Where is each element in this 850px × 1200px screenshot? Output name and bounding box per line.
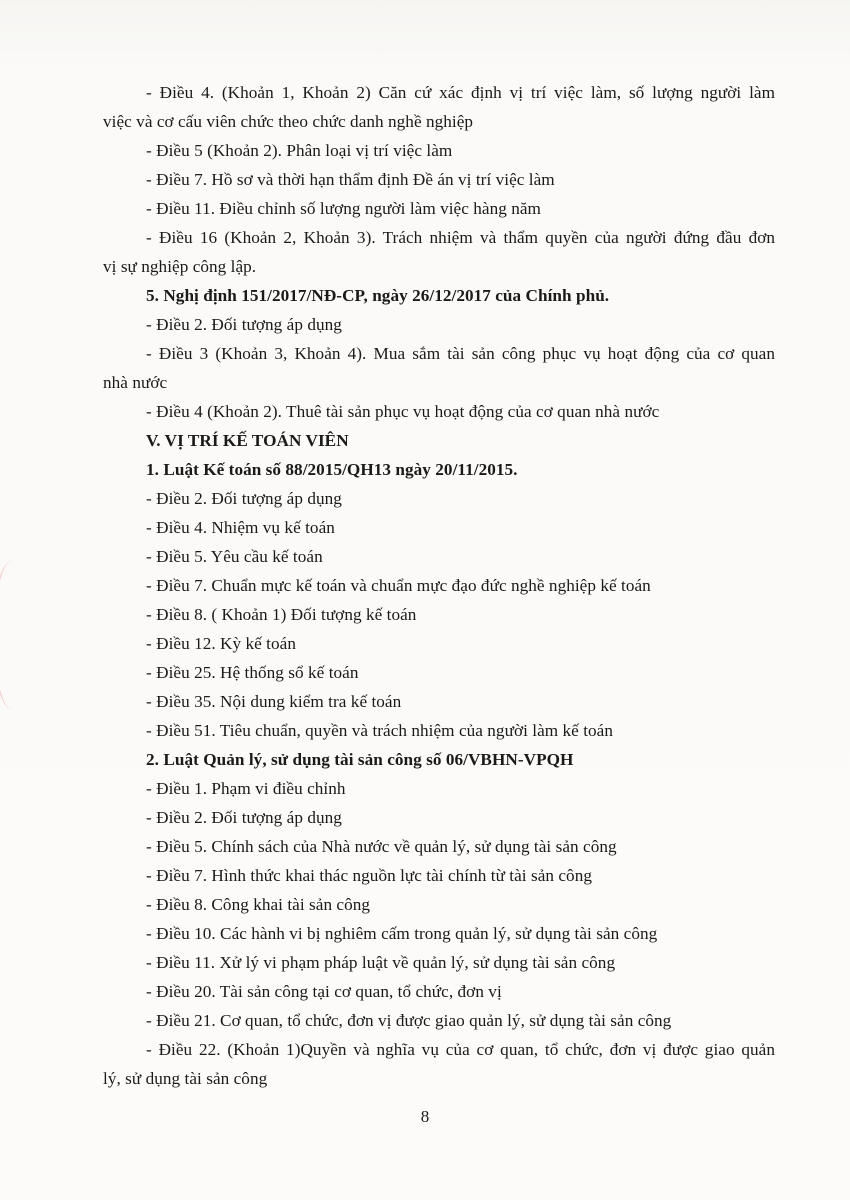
text-line: - Điều 7. Hồ sơ và thời hạn thẩm định Đề án vị trí việc làm <box>146 170 555 189</box>
text-line: - Điều 4. (Khoản 1, Khoản 2) Căn cứ xác định vị trí việc làm, số lượng người làm <box>146 83 775 102</box>
text-line: - Điều 16 (Khoản 2, Khoản 3). Trách nhiệm và thẩm quyền của người đứng đầu đơn <box>146 228 775 247</box>
text-line: - Điều 21. Cơ quan, tổ chức, đơn vị được giao quản lý, sử dụng tài sản công <box>146 1011 672 1030</box>
text-line: việc và cơ cấu viên chức theo chức danh nghề nghiệp <box>103 112 474 131</box>
text-line: - Điều 10. Các hành vi bị nghiêm cấm trong quản lý, sử dụng tài sản công <box>146 924 658 943</box>
text-line: - Điều 3 (Khoản 3, Khoản 4). Mua sắm tài sản công phục vụ hoạt động của cơ quan <box>146 344 775 363</box>
text-line: - Điều 7. Hình thức khai thác nguồn lực tài chính từ tài sản công <box>146 866 592 885</box>
text-line: - Điều 2. Đối tượng áp dụng <box>146 315 342 334</box>
document-body <box>103 78 775 1093</box>
text-line: - Điều 5. Yêu cầu kế toán <box>146 547 323 566</box>
text-line: lý, sử dụng tài sản công <box>103 1069 268 1088</box>
text-line: - Điều 4 (Khoản 2). Thuê tài sản phục vụ hoạt động của cơ quan nhà nước <box>146 402 660 421</box>
text-line: - Điều 7. Chuẩn mực kế toán và chuẩn mực đạo đức nghề nghiệp kế toán <box>146 576 651 595</box>
text-line: - Điều 12. Kỳ kế toán <box>146 634 296 653</box>
text-line: - Điều 8. ( Khoản 1) Đối tượng kế toán <box>146 605 417 624</box>
text-line: - Điều 25. Hệ thống sổ kế toán <box>146 663 359 682</box>
section-heading: V. VỊ TRÍ KẾ TOÁN VIÊN <box>146 431 349 450</box>
text-line: - Điều 4. Nhiệm vụ kế toán <box>146 518 335 537</box>
section-heading: 5. Nghị định 151/2017/NĐ-CP, ngày 26/12/2017 của Chính phủ. <box>146 286 610 305</box>
text-line: - Điều 51. Tiêu chuẩn, quyền và trách nhiệm của người làm kế toán <box>146 721 613 740</box>
text-line: vị sự nghiệp công lập. <box>103 257 257 276</box>
text-line: - Điều 2. Đối tượng áp dụng <box>146 489 342 508</box>
stamp-edge <box>0 560 34 710</box>
text-line: - Điều 22. (Khoản 1)Quyền và nghĩa vụ của cơ quan, tổ chức, đơn vị được giao quản <box>146 1040 775 1059</box>
text-line: - Điều 5. Chính sách của Nhà nước về quản lý, sử dụng tài sản công <box>146 837 617 856</box>
section-heading: 2. Luật Quản lý, sử dụng tài sản công số 06/VBHN-VPQH <box>146 750 574 769</box>
text-line: - Điều 35. Nội dung kiểm tra kế toán <box>146 692 402 711</box>
text-line: - Điều 11. Điều chỉnh số lượng người làm việc hàng năm <box>146 199 541 218</box>
text-line: - Điều 1. Phạm vi điều chỉnh <box>146 779 346 798</box>
text-line: - Điều 2. Đối tượng áp dụng <box>146 808 342 827</box>
text-line: - Điều 5 (Khoản 2). Phân loại vị trí việc làm <box>146 141 453 160</box>
page-number: 8 <box>420 1107 430 1126</box>
text-line: - Điều 11. Xử lý vi phạm pháp luật về quản lý, sử dụng tài sản công <box>146 953 616 972</box>
text-line: nhà nước <box>103 373 168 392</box>
text-line: - Điều 8. Công khai tài sản công <box>146 895 371 914</box>
text-line: - Điều 20. Tài sản công tại cơ quan, tổ chức, đơn vị <box>146 982 502 1001</box>
section-heading: 1. Luật Kế toán số 88/2015/QH13 ngày 20/11/2015. <box>146 460 518 479</box>
